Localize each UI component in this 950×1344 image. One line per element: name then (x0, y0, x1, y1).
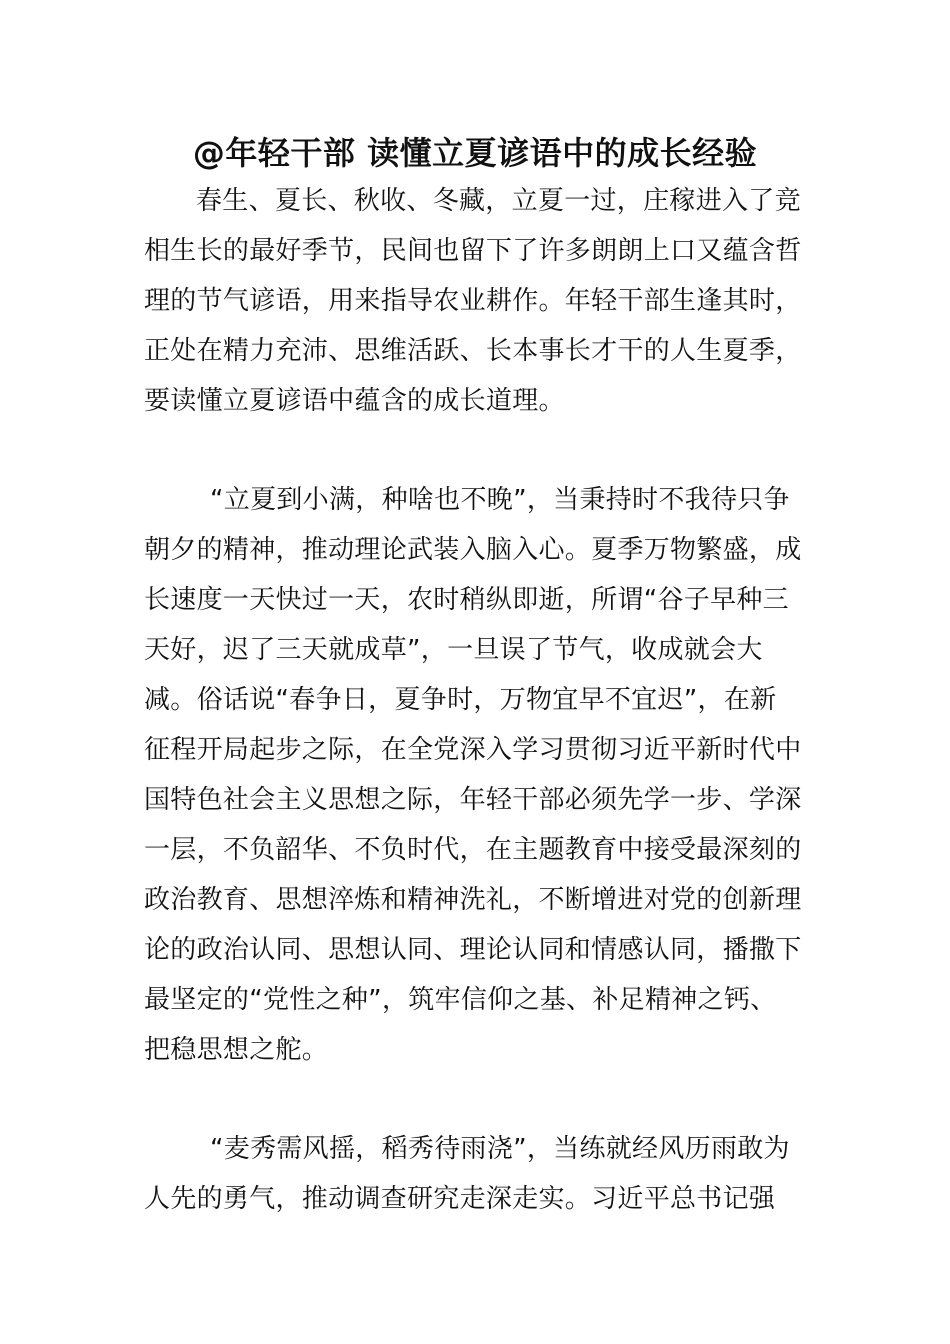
paragraph-1-line-5: 要读懂立夏谚语中蕴含的成长道理。 (144, 386, 565, 416)
paragraph-3-line-1: “麦秀需风摇，稻秀待雨浇”，当练就经风历雨敢为 (210, 1134, 790, 1164)
paragraph-2-line-12: 把稳思想之舵。 (144, 1035, 329, 1065)
paragraph-2-line-4: 天好，迟了三天就成草”，一旦误了节气，收成就会大 (144, 635, 763, 665)
paragraph-1-line-1: 春生、夏长、秋收、冬藏，立夏一过，庄稼进入了竞 (196, 186, 801, 216)
paragraph-1-line-2: 相生长的最好季节，民间也留下了许多朗朗上口又蕴含哲 (144, 236, 802, 266)
paragraph-2-line-7: 国特色社会主义思想之际，年轻干部必须先学一步、学深 (144, 785, 802, 815)
paragraph-3-line-2: 人先的勇气，推动调查研究走深走实。习近平总书记强 (144, 1184, 776, 1214)
paragraph-2-line-8: 一层，不负韶华、不负时代，在主题教育中接受最深刻的 (144, 835, 802, 865)
paragraph-2-line-3: 长速度一天快过一天，农时稍纵即逝，所谓“谷子早种三 (144, 585, 789, 615)
paragraph-2-line-11: 最坚定的“党性之种”，筑牢信仰之基、补足精神之钙、 (144, 985, 777, 1015)
paragraph-2-line-6: 征程开局起步之际，在全党深入学习贯彻习近平新时代中 (144, 735, 802, 765)
paragraph-2-line-1: “立夏到小满，种啥也不晚”，当秉持时不我待只争 (210, 485, 790, 515)
paragraph-2-line-9: 政治教育、思想淬炼和精神洗礼，不断增进对党的创新理 (144, 885, 802, 915)
paragraph-2-line-2: 朝夕的精神，推动理论武装入脑入心。夏季万物繁盛，成 (144, 535, 802, 565)
document-title: @年轻干部 读懂立夏谚语中的成长经验 (192, 134, 758, 172)
paragraph-1-line-3: 理的节气谚语，用来指导农业耕作。年轻干部生逢其时， (144, 286, 802, 316)
paragraph-2-line-5: 减。俗话说“春争日，夏争时，万物宜早不宜迟”，在新 (144, 685, 777, 715)
paragraph-2-line-10: 论的政治认同、思想认同、理论认同和情感认同，播撒下 (144, 935, 802, 965)
paragraph-1-line-4: 正处在精力充沛、思维活跃、长本事长才干的人生夏季， (144, 336, 802, 366)
